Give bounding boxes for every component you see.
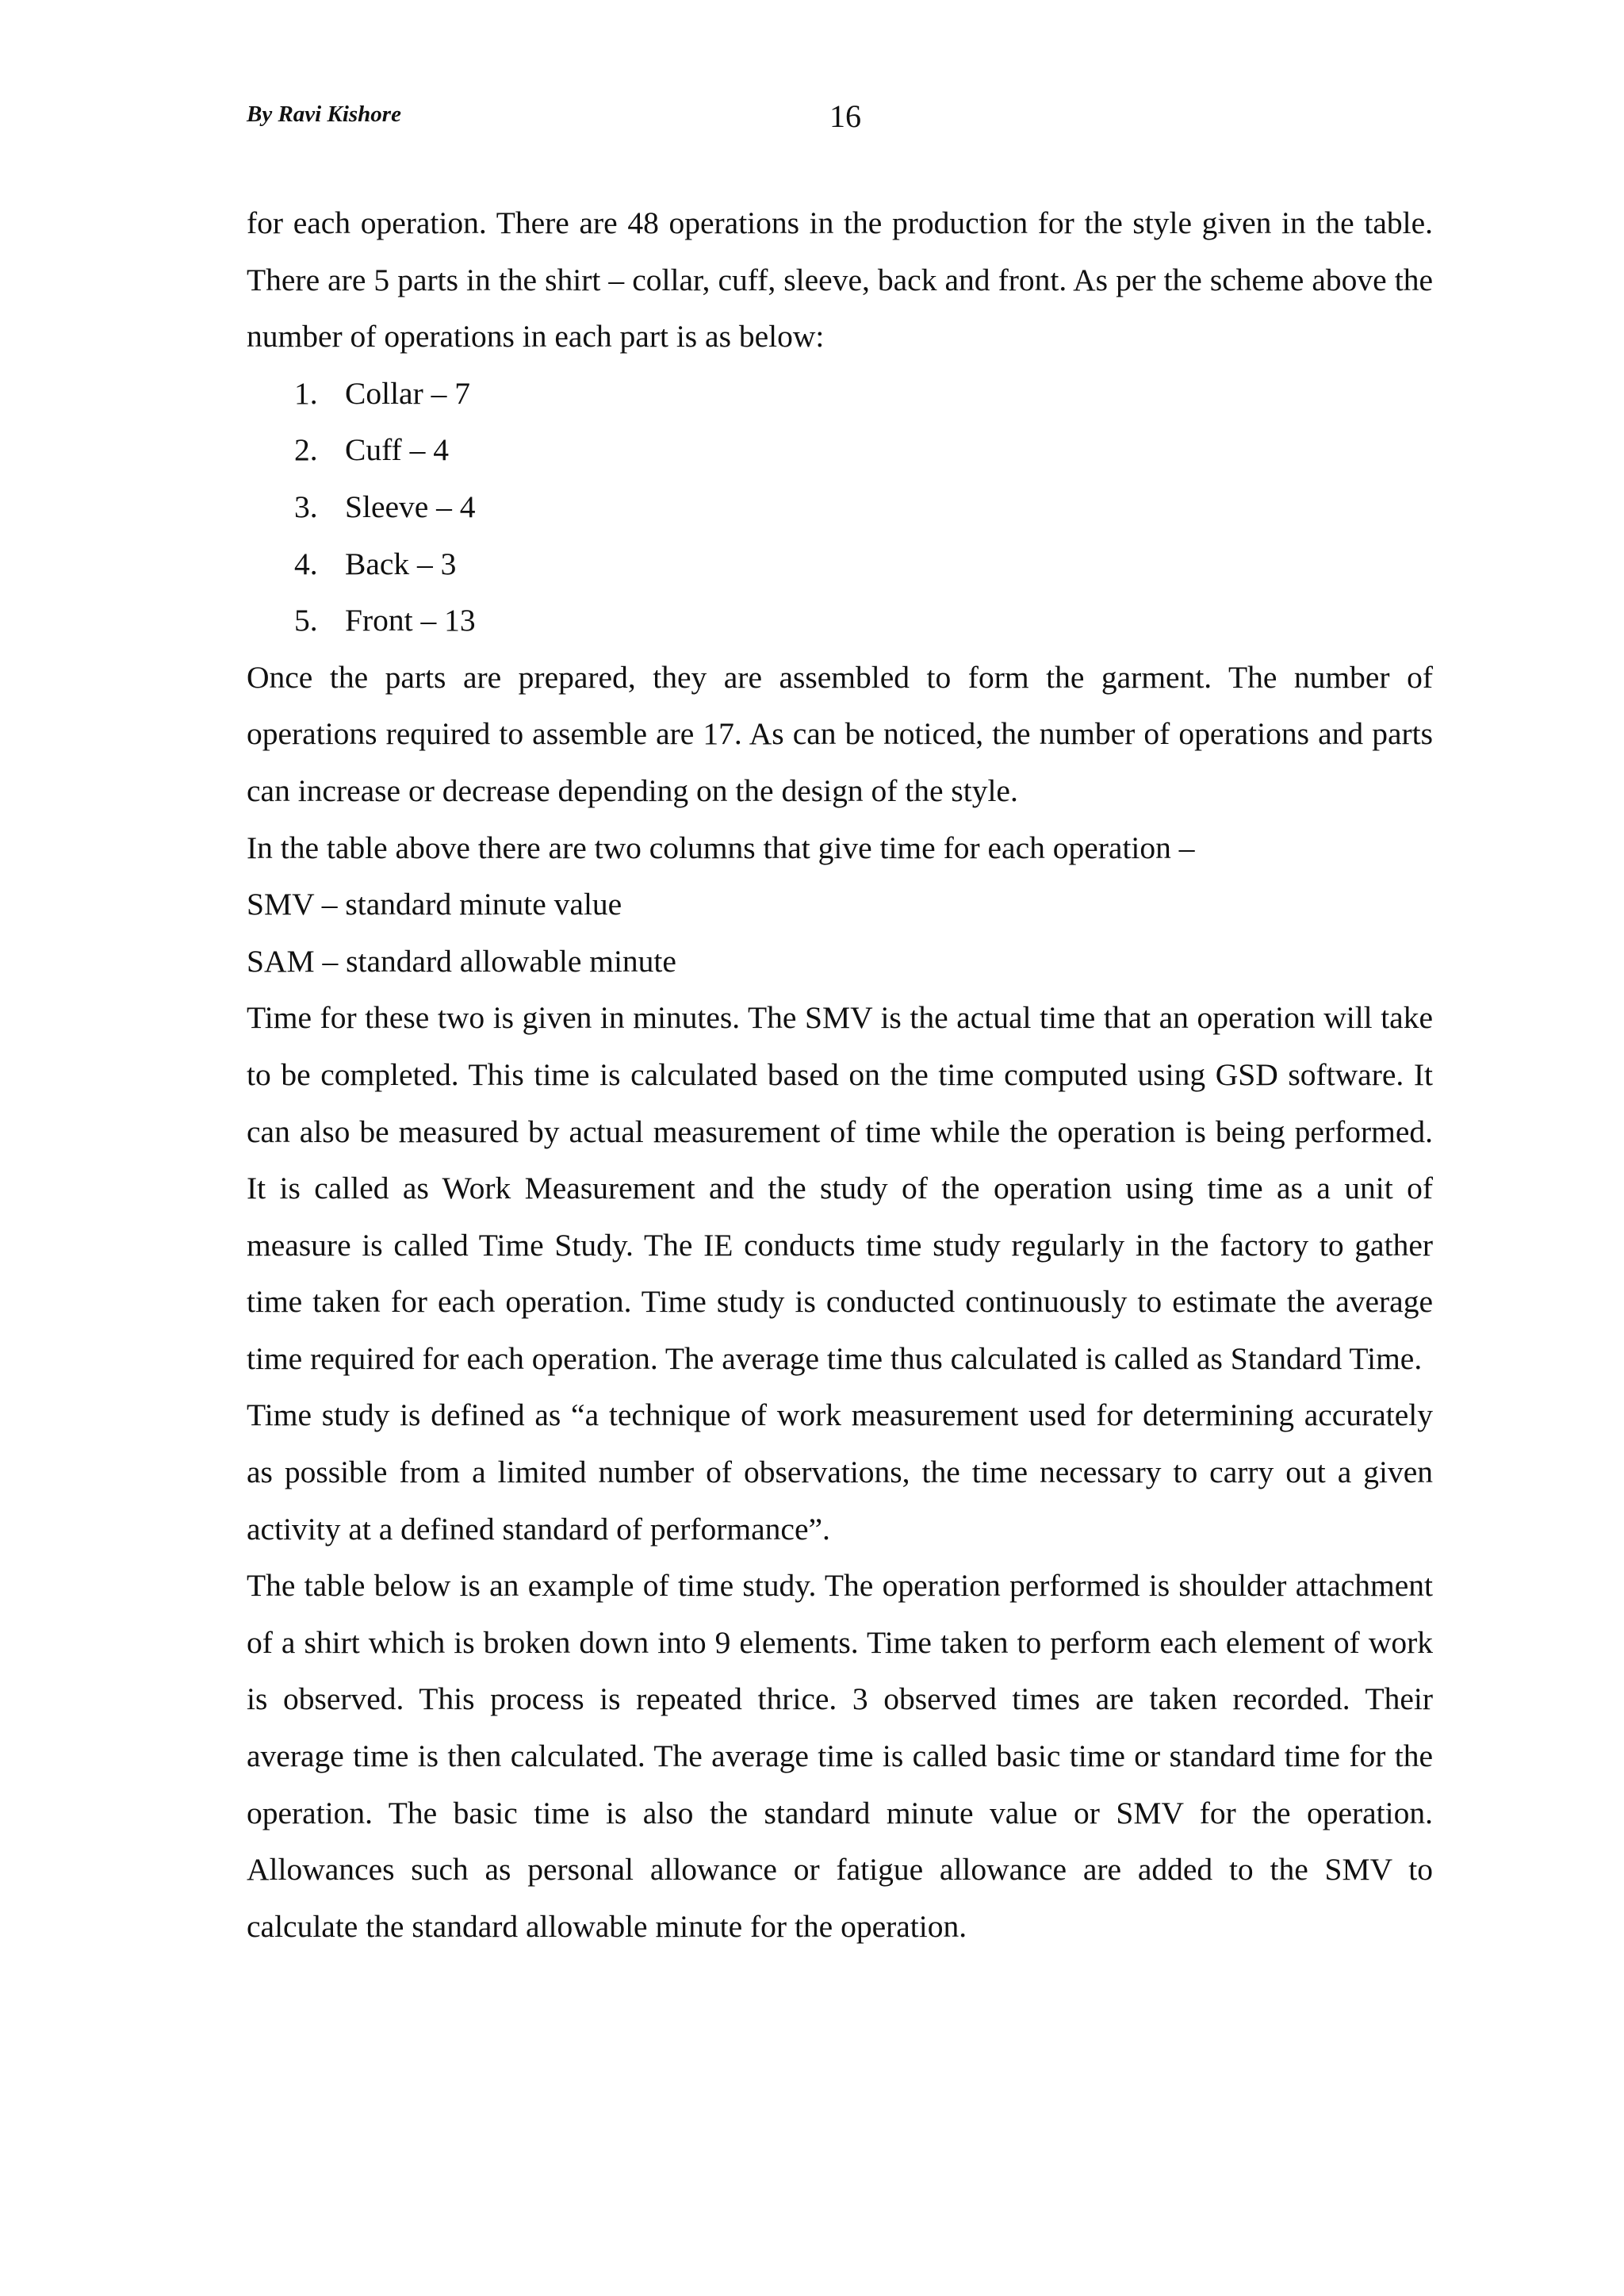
paragraph-smv-explanation: Time for these two is given in minutes. The SMV is the actual time that an operation will take to be completed. This time is calculated based on the time computed using GSD software. It can also be measured by actual measurement of time while the operation is being performed. It is called as Work Measurement and the study of the operation using time as a unit of measure is called Time Study. The IE conducts time study regularly in the factory to gather time taken for each operation. Time study is conducted continuously to estimate the average time required for each operation. The average time thus calculated is called as Standard Time. [247,1000,1433,1376]
list-item-number: 5. [294,603,318,638]
list-item-text: Front – 13 [345,603,476,638]
list-item-text: Cuff – 4 [345,432,449,468]
paragraph-operations-intro: for each operation. There are 48 operations in the production for the style given in the table. There are 5 parts in the shirt – collar, cuff, sleeve, back and front. As per the scheme above the number of operations in each part is as below: [247,205,1433,355]
list-item-number: 1. [294,375,318,411]
list-item-number: 2. [294,432,318,468]
definition-smv: SMV – standard minute value [247,887,622,922]
header-author: By Ravi Kishore [247,102,401,127]
list-item [247,422,1433,479]
parts-list [247,366,1433,650]
page-body [247,195,1433,1955]
definition-sam: SAM – standard allowable minute [247,943,676,979]
paragraph-time-columns: In the table above there are two columns that give time for each operation – [247,830,1195,865]
list-item-text: Collar – 7 [345,375,470,411]
list-item-number: 4. [294,546,318,581]
paragraph-time-study-example: The table below is an example of time study. The operation performed is shoulder attachment of a shirt which is broken down into 9 elements. Time taken to perform each element of work is observed. This process is repeated thrice. 3 observed times are taken recorded. Their average time is then calculated. The average time is called basic time or standard time for the operation. The basic time is also the standard minute value or SMV for the operation. Allowances such as personal allowance or fatigue allowance are added to the SMV to calculate the standard allowable minute for the operation. [247,1568,1433,1944]
list-item-text: Back – 3 [345,546,457,581]
list-item [247,479,1433,536]
list-item-number: 3. [294,489,318,524]
paragraph-time-study-definition: Time study is defined as “a technique of work measurement used for determining accurately as possible from a limited number of observations, the time necessary to carry out a given activity at a defined standard of performance”. [247,1397,1433,1547]
list-item [247,366,1433,423]
list-item [247,536,1433,593]
list-item [247,592,1433,650]
paragraph-assembly: Once the parts are prepared, they are assembled to form the garment. The number of operations required to assemble are 17. As can be noticed, the number of operations and parts can increase or decrease depending on the design of the style. [247,659,1433,808]
page-number: 16 [829,98,861,134]
list-item-text: Sleeve – 4 [345,489,476,524]
